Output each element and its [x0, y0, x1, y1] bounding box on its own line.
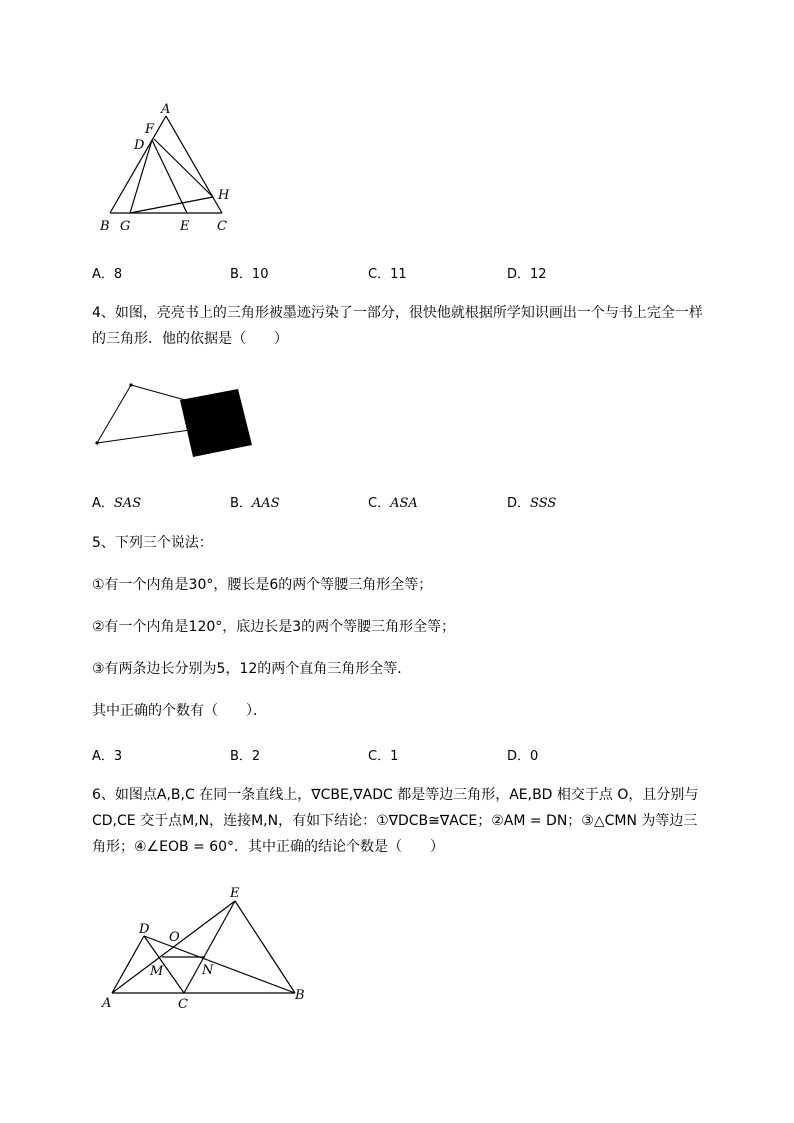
- q6-label-m: M: [150, 964, 164, 979]
- q6-segment-eb: [235, 901, 295, 993]
- q6-label-d: D: [139, 922, 150, 937]
- q4-triangle-bottom-side: [97, 430, 190, 443]
- q6-question-line-2: CD,CE 交于点M,N，连接M,N，有如下结论：①∇DCB≅∇ACE；②AM = DN；③△CMN 为等边三: [92, 813, 698, 829]
- q6-label-o: O: [169, 930, 180, 945]
- q3-triangle-figure: [95, 100, 245, 240]
- q5-option-a[interactable]: A．3: [92, 749, 123, 764]
- q5-question: 其中正确的个数有（ ）．: [92, 703, 267, 719]
- q6-label-c: C: [178, 997, 188, 1012]
- q6-label-n: N: [202, 963, 214, 978]
- q3-option-b[interactable]: B．10: [230, 267, 269, 282]
- q6-label-b: B: [295, 988, 305, 1003]
- q4-ink-blot: [180, 389, 252, 457]
- q5-statement-3: ③有两条边长分别为5，12的两个直角三角形全等．: [92, 661, 412, 677]
- q3-label-f: F: [145, 122, 155, 137]
- q4-option-c[interactable]: C．ASA: [368, 496, 418, 511]
- q6-question-line-3: 角形；④∠EOB = 60°．其中正确的结论个数是（ ）: [92, 839, 445, 855]
- q3-segment-gh: [130, 197, 213, 213]
- q6-segment-ad: [112, 936, 144, 993]
- q5-option-b[interactable]: B．2: [230, 749, 261, 764]
- q6-segment-db: [144, 936, 295, 993]
- q4-ink-stained-triangle-figure: [90, 378, 260, 464]
- q3-option-d[interactable]: D．12: [507, 267, 547, 282]
- q4-option-b[interactable]: B．AAS: [230, 496, 280, 511]
- q3-label-h: H: [218, 188, 230, 203]
- q3-label-e: E: [180, 219, 190, 234]
- q4-question-line-1: 4、如图，亮亮书上的三角形被墨迹污染了一部分，很快他就根据所学知识画出一个与书上完全一样: [92, 305, 703, 321]
- q4-option-d[interactable]: D．SSS: [507, 496, 557, 511]
- q5-intro: 5、下列三个说法：: [92, 535, 213, 551]
- q6-segment-ce: [184, 901, 235, 993]
- q4-option-a[interactable]: A．SAS: [92, 496, 142, 511]
- q5-option-d[interactable]: D．0: [507, 749, 539, 764]
- q6-equilateral-triangles-figure: [95, 880, 320, 1015]
- q3-label-b: B: [100, 219, 110, 234]
- q6-label-a: A: [102, 996, 112, 1011]
- q3-label-d: D: [134, 138, 145, 153]
- q4-triangle-top-side: [131, 385, 185, 400]
- q5-option-c[interactable]: C．1: [368, 749, 399, 764]
- q3-option-a[interactable]: A．8: [92, 267, 123, 282]
- q3-segment-de: [152, 140, 187, 213]
- q3-option-c[interactable]: C．11: [368, 267, 407, 282]
- q3-label-g: G: [120, 219, 131, 234]
- q6-label-e: E: [230, 886, 240, 901]
- q3-segment-ab: [110, 116, 166, 213]
- q5-statement-1: ①有一个内角是30°，腰长是6的两个等腰三角形全等；: [92, 577, 433, 593]
- q3-segment-fh: [154, 139, 213, 197]
- q3-label-a: A: [161, 102, 171, 117]
- q4-question-line-2: 的三角形．他的依据是（ ）: [92, 331, 288, 347]
- q6-question-line-1: 6、如图点A,B,C 在同一条直线上，∇CBE,∇ADC 都是等边三角形，AE,BD 相交于点 O，且分别与: [92, 787, 699, 803]
- q5-statement-2: ②有一个内角是120°，底边长是3的两个等腰三角形全等；: [92, 619, 456, 635]
- q3-label-c: C: [217, 219, 227, 234]
- q4-triangle-left-side: [97, 385, 131, 443]
- q3-segment-ac: [166, 116, 222, 213]
